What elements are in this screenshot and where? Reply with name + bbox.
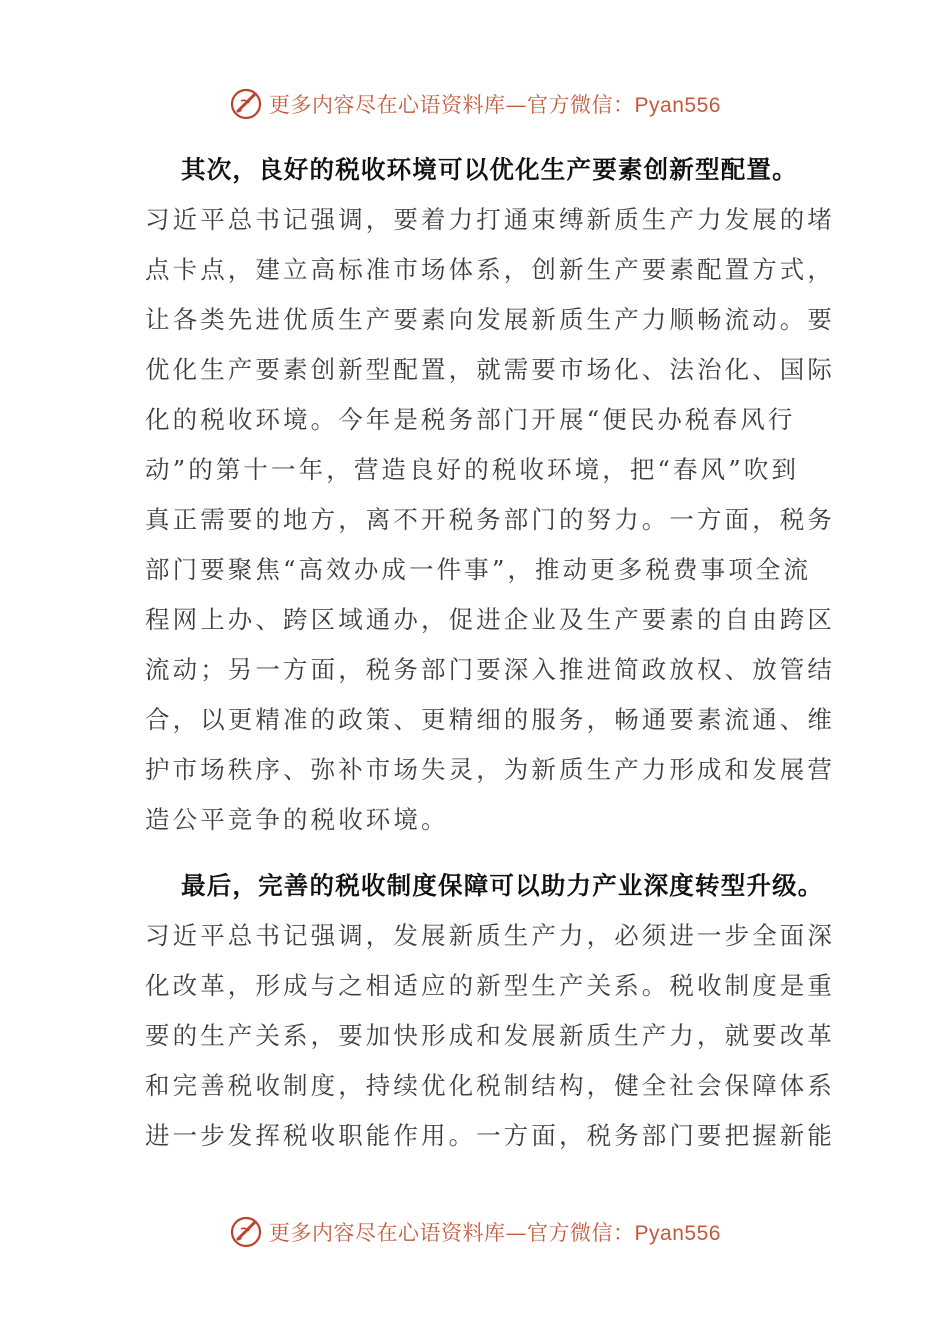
text-line: 让各类先进优质生产要素向发展新质生产力顺畅流动。要 xyxy=(145,305,835,334)
paragraph-2 xyxy=(145,861,835,1161)
paragraph-1 xyxy=(145,145,835,845)
watermark-prefix: 更多内容尽在心语资料库—官方微信： xyxy=(269,1221,635,1245)
text-line: 化改革，形成与之相适应的新型生产关系。税收制度是重 xyxy=(145,971,835,1000)
text-line: 合，以更精准的政策、更精细的服务，畅通要素流通、维 xyxy=(145,705,835,734)
text-line: 真正需要的地方，离不开税务部门的努力。一方面，税务 xyxy=(145,505,835,534)
text-line: 化的税收环境。今年是税务部门开展“便民办税春风行 xyxy=(145,405,796,434)
text-line: 点卡点，建立高标准市场体系，创新生产要素配置方式， xyxy=(145,255,835,284)
text-line: 造公平竞争的税收环境。 xyxy=(145,805,449,834)
pen-logo-icon xyxy=(229,87,263,121)
text-line: 习近平总书记强调，发展新质生产力，必须进一步全面深 xyxy=(145,921,835,950)
watermark-text xyxy=(269,89,721,119)
text-line: 程网上办、跨区域通办，促进企业及生产要素的自由跨区 xyxy=(145,605,835,634)
document-body xyxy=(145,145,835,1161)
text-line: 进一步发挥税收职能作用。一方面，税务部门要把握新能 xyxy=(145,1121,835,1150)
text-line: 要的生产关系，要加快形成和发展新质生产力，就要改革 xyxy=(145,1021,835,1050)
pen-logo-icon xyxy=(229,1215,263,1249)
watermark-text xyxy=(269,1217,721,1247)
text-line: 流动；另一方面，税务部门要深入推进简政放权、放管结 xyxy=(145,655,835,684)
watermark-handle: Pyan556 xyxy=(634,94,721,117)
watermark-handle: Pyan556 xyxy=(634,1222,721,1245)
watermark-prefix: 更多内容尽在心语资料库—官方微信： xyxy=(269,93,635,117)
text-line: 习近平总书记强调，要着力打通束缚新质生产力发展的堵 xyxy=(145,205,835,234)
text-line: 护市场秩序、弥补市场失灵，为新质生产力形成和发展营 xyxy=(145,755,835,784)
header-watermark xyxy=(0,84,950,124)
paragraph-spacer xyxy=(145,845,835,861)
text-line: 部门要聚焦“高效办成一件事”，推动更多税费事项全流 xyxy=(145,555,812,584)
paragraph-heading: 其次，良好的税收环境可以优化生产要素创新型配置。 xyxy=(181,155,798,184)
text-line: 优化生产要素创新型配置，就需要市场化、法治化、国际 xyxy=(145,355,835,384)
paragraph-heading: 最后，完善的税收制度保障可以助力产业深度转型升级。 xyxy=(181,871,824,900)
footer-watermark xyxy=(0,1212,950,1252)
text-line: 动”的第十一年，营造良好的税收环境，把“春风”吹到 xyxy=(145,455,800,484)
text-line: 和完善税收制度，持续优化税制结构，健全社会保障体系 xyxy=(145,1071,835,1100)
